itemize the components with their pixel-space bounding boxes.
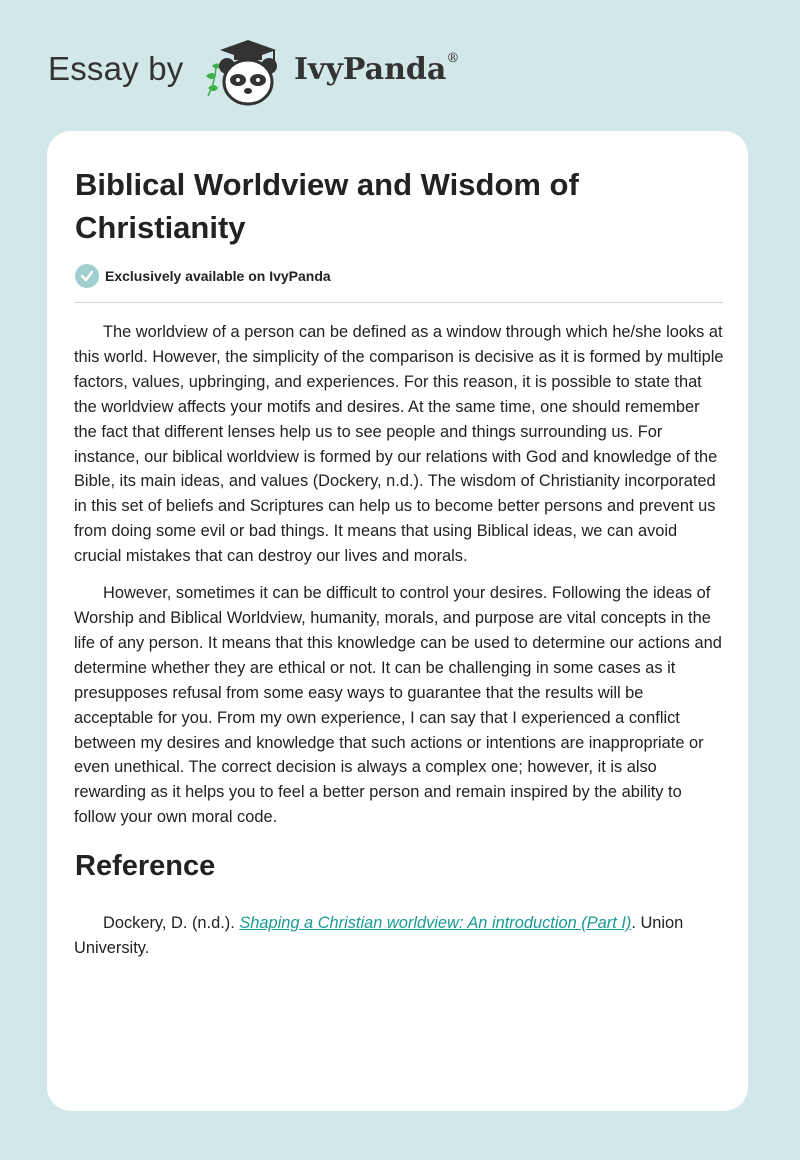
essay-title: Biblical Worldview and Wisdom of Christianity (75, 167, 579, 245)
check-circle-icon (75, 264, 99, 288)
reference-prefix: Dockery, D. (n.d.). (103, 914, 240, 932)
brand-trademark: ® (446, 51, 460, 66)
reference-entry (74, 911, 724, 961)
brand-logo-text[interactable] (294, 52, 459, 87)
essay-by-label: Essay by (48, 50, 184, 87)
exclusive-badge (75, 263, 331, 289)
essay-card (47, 131, 748, 1111)
exclusive-label: Exclusively available on IvyPanda (105, 268, 331, 284)
brand-name: IvyPanda (294, 52, 447, 87)
panda-graduation-cap-icon[interactable] (200, 36, 292, 110)
reference-link[interactable]: Shaping a Christian worldview: An introduction (Part I) (239, 914, 632, 932)
essay-body (74, 320, 724, 842)
site-header (0, 0, 800, 130)
divider (75, 302, 723, 303)
reference-heading: Reference (75, 850, 216, 882)
reference-suffix: . Union University. (74, 914, 684, 957)
paragraph: However, sometimes it can be difficult to control your desires. Following the ideas of Worship and Biblical Worldview, humanity, morals, and purpose are vital concepts in the life of any person. It means that this knowledge can be used to determine our actions and determine whether they are ethical or not. It can be challenging in some cases as it presupposes refusal from some easy ways to guarantee that the results will be acceptable for you. From my own experience, I can say that I experienced a conflict between my desires and knowledge that such actions or intentions are inappropriate or even unethical. The correct decision is always a complex one; however, it is also rewarding as it helps you to feel a better person and remain inspired by the ability to follow your own moral code. (74, 584, 722, 827)
paragraph: The worldview of a person can be defined as a window through which he/she looks at this world. However, the simplicity of the comparison is decisive as it is formed by multiple factors, values, upbringing, and experiences. For this reason, it is possible to state that the worldview affects your motifs and desires. At the same time, one should remember the fact that different lenses help us to see people and things surrounding us. For instance, our biblical worldview is formed by our relations with God and knowledge of the Bible, its main ideas, and values (Dockery, n.d.). The wisdom of Christianity incorporated in this set of beliefs and Scriptures can help us to become better persons and prevent us from doing some evil or bad things. It means that using Biblical ideas, we can avoid crucial mistakes that can destroy our lives and morals. (74, 323, 724, 566)
